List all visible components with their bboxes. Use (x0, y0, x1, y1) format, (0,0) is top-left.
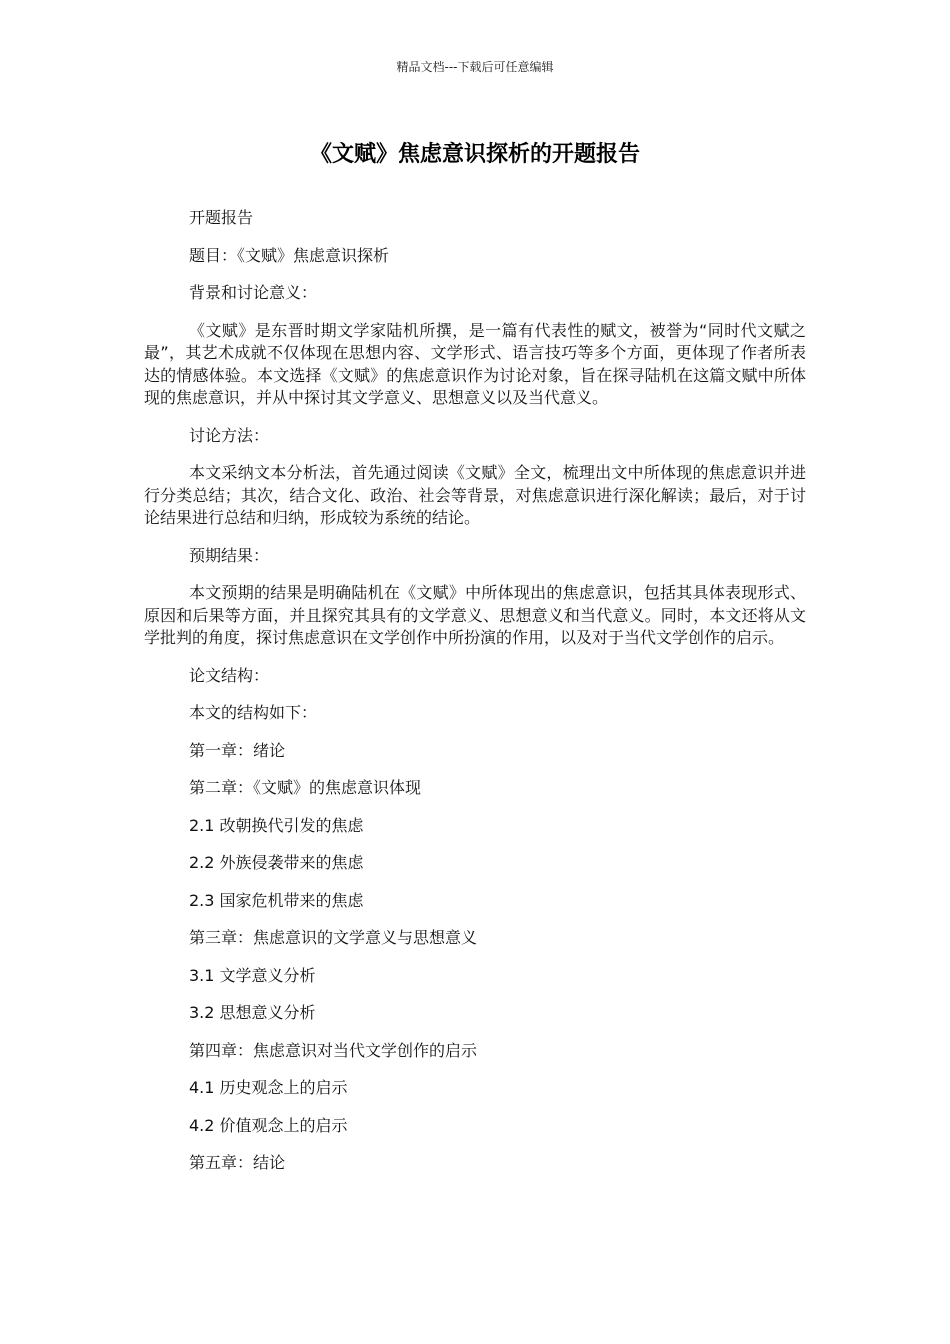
heading-background: 背景和讨论意义： (189, 283, 318, 302)
paragraph-background: 《文赋》是东晋时期文学家陆机所撰，是一篇有代表性的赋文，被誉为“同时代文赋之最”，其艺术成就不仅体现在思想内容、文学形式、语言技巧等多个方面，更体现了作者所表达的情感体验。本文选择《文赋》的焦虑意识作为讨论对象，旨在探寻陆机在这篇文赋中所体现的焦虑意识，并从中探讨其文学意义、思想意义以及当代意义。 (144, 320, 806, 407)
structure-intro: 本文的结构如下： (189, 703, 318, 722)
outline-item: 第三章：焦虑意识的文学意义与思想意义 (189, 928, 478, 947)
heading-method: 讨论方法： (189, 425, 270, 445)
outline-item: 第四章：焦虑意识对当代文学创作的启示 (189, 1040, 478, 1060)
outline-item: 2.2 外族侵袭带来的焦虑 (189, 853, 364, 872)
paragraph-expected-results: 本文预期的结果是明确陆机在《文赋》中所体现出的焦虑意识，包括其具体表现形式、原因和后果等方面，并且探究其具有的文学意义、思想意义和当代意义。同时，本文还将从文学批判的角度，探讨焦虑意识在文学创作中所扮演的作用，以及对于当代文学创作的启示。 (144, 583, 806, 647)
document-title: 《文赋》焦虑意识探析的开题报告 (309, 142, 640, 167)
outline-item: 第五章：结论 (189, 1153, 286, 1172)
paragraph-method: 本文采纳文本分析法，首先通过阅读《文赋》全文，梳理出文中所体现的焦虑意识并进行分类总结；其次，结合文化、政治、社会等背景，对焦虑意识进行深化解读；最后，对于讨论结果进行总结和归纳，形成较为系统的结论。 (144, 463, 806, 527)
outline-item: 4.2 价值观念上的启示 (189, 1115, 348, 1135)
outline-item: 2.1 改朝换代引发的焦虑 (189, 815, 364, 835)
topic-line: 题目：《文赋》焦虑意识探析 (189, 245, 390, 265)
outline-item: 第二章：《文赋》的焦虑意识体现 (189, 778, 422, 797)
heading-structure: 论文结构： (189, 665, 270, 685)
outline-item: 3.2 思想意义分析 (189, 1003, 316, 1022)
section-label-report: 开题报告 (189, 208, 254, 227)
heading-expected-results: 预期结果： (189, 545, 270, 565)
outline-item: 4.1 历史观念上的启示 (189, 1078, 348, 1097)
page-header-note: 精品文档---下载后可任意编辑 (396, 60, 554, 74)
document-body (144, 207, 806, 1190)
outline-item: 3.1 文学意义分析 (189, 965, 316, 985)
outline-item: 2.3 国家危机带来的焦虑 (189, 890, 364, 910)
outline-item: 第一章：绪论 (189, 740, 286, 760)
